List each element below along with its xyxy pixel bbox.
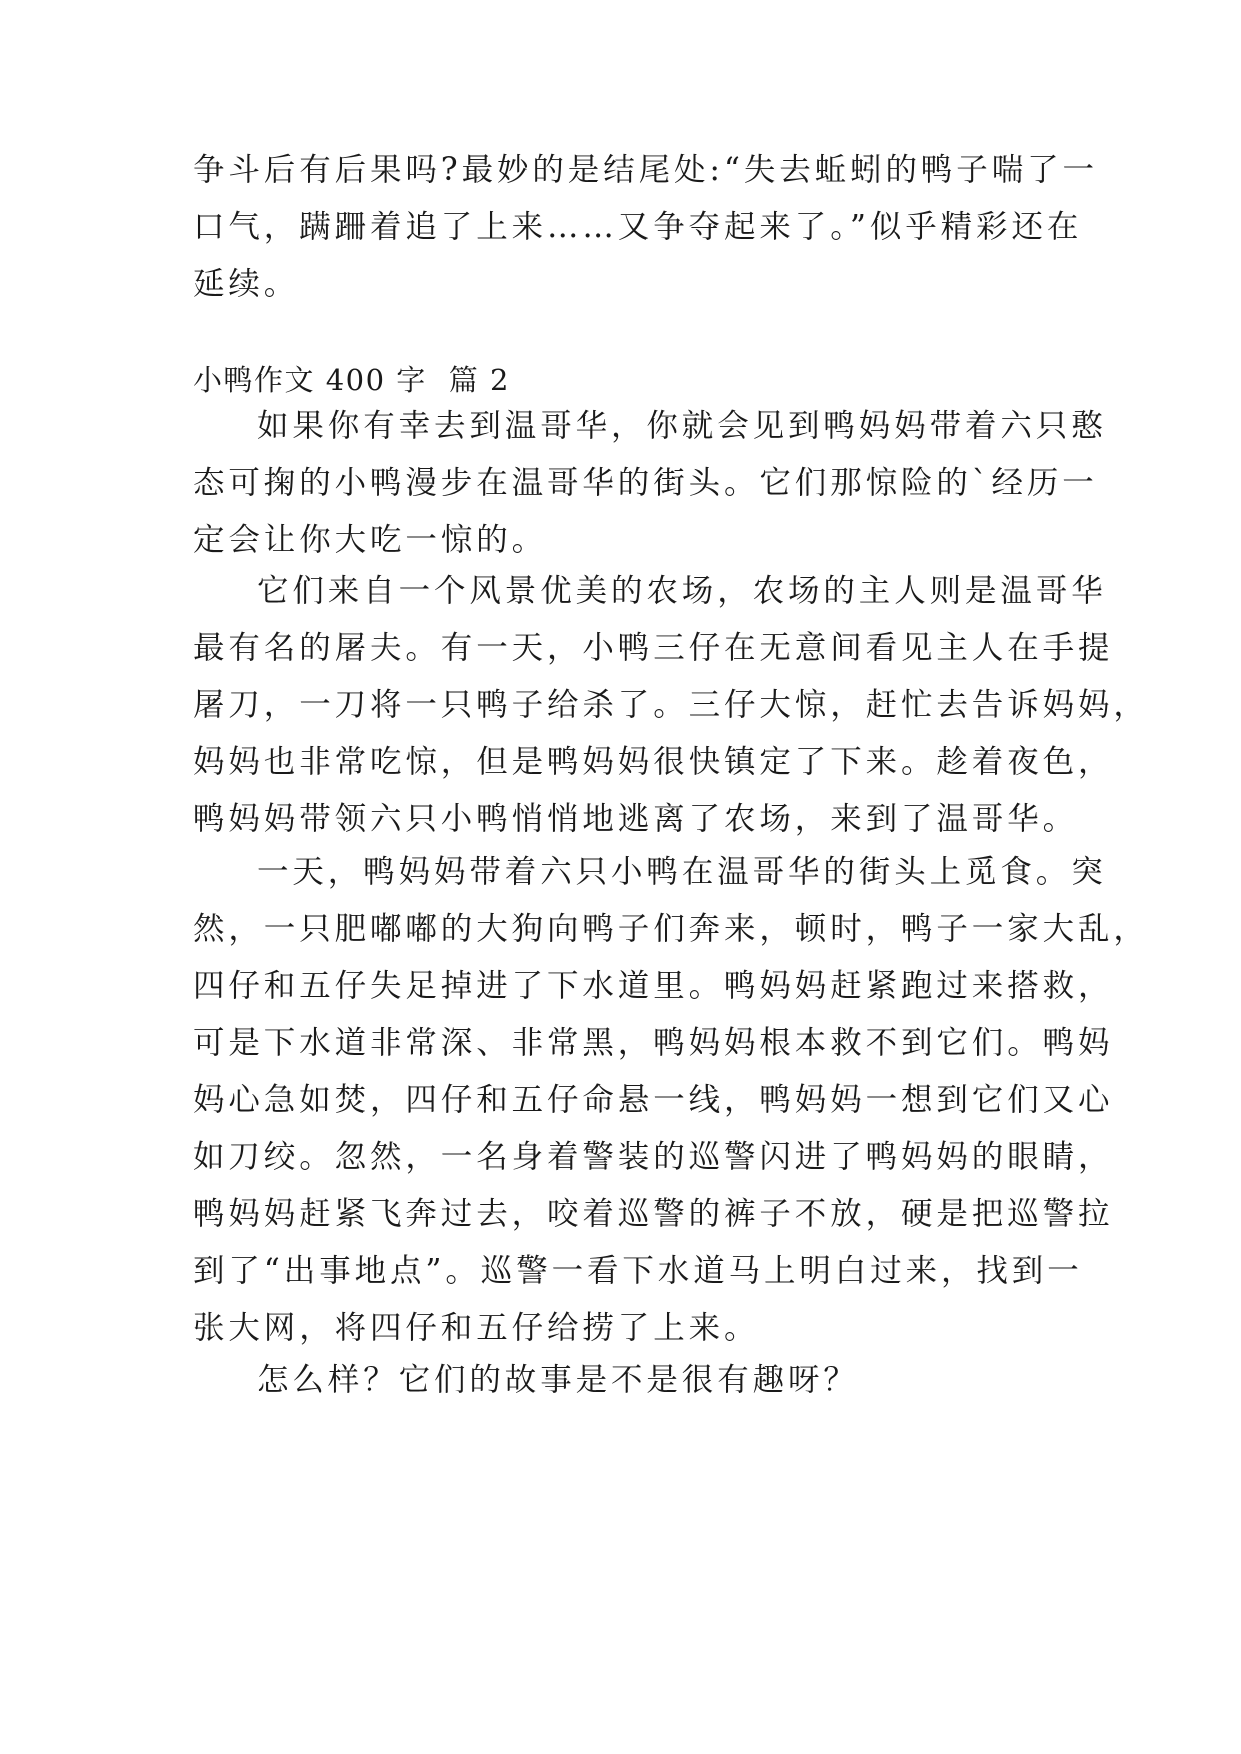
text-line: 最有名的屠夫。有一天，小鸭三仔在无意间看见主人在手提: [193, 630, 1114, 666]
heading-line: [193, 360, 510, 400]
text-line: 然，一只肥嘟嘟的大狗向鸭子们奔来，顿时，鸭子一家大乱，: [193, 911, 1149, 947]
text-line: 四仔和五仔失足掉进了下水道里。鸭妈妈赶紧跑过来搭救，: [193, 968, 1114, 1004]
text-line: 一天，鸭妈妈带着六只小鸭在温哥华的街头上觅食。突: [257, 854, 1107, 890]
text-line: 妈妈也非常吃惊，但是鸭妈妈很快镇定了下来。趁着夜色，: [193, 744, 1114, 780]
text-line: 到了“出事地点”。巡警一看下水道马上明白过来，找到一: [193, 1253, 1083, 1289]
text-line: 延续。: [193, 266, 300, 302]
text-line: 可是下水道非常深、非常黑，鸭妈妈根本救不到它们。鸭妈: [193, 1025, 1114, 1061]
text-line: 态可掬的小鸭漫步在温哥华的街头。它们那惊险的`经历一: [193, 465, 1098, 501]
text-line: 它们来自一个风景优美的农场，农场的主人则是温哥华: [257, 573, 1107, 609]
text-line: 定会让你大吃一惊的。: [193, 522, 548, 558]
text-line: 屠刀，一刀将一只鸭子给杀了。三仔大惊，赶忙去告诉妈妈，: [193, 687, 1149, 723]
text-line: 口气，蹒跚着追了上来……又争夺起来了。”似乎精彩还在: [193, 209, 1083, 245]
text-line: 鸭妈妈赶紧飞奔过去，咬着巡警的裤子不放，硬是把巡警拉: [193, 1196, 1114, 1232]
heading-title: 小鸭作文 400 字: [193, 363, 427, 397]
text-line: 争斗后有后果吗?最妙的是结尾处:“失去蚯蚓的鸭子喘了一: [193, 152, 1098, 188]
text-line: 妈心急如焚，四仔和五仔命悬一线，鸭妈妈一想到它们又心: [193, 1082, 1114, 1118]
text-line: 鸭妈妈带领六只小鸭悄悄地逃离了农场，来到了温哥华。: [193, 801, 1079, 837]
text-line: 怎么样？它们的故事是不是很有趣呀？: [257, 1362, 859, 1398]
heading-part: 篇 2: [448, 363, 510, 397]
text-line: 如果你有幸去到温哥华，你就会见到鸭妈妈带着六只憨: [257, 408, 1107, 444]
text-line: 如刀绞。忽然，一名身着警装的巡警闪进了鸭妈妈的眼睛，: [193, 1139, 1114, 1175]
text-line: 张大网，将四仔和五仔给捞了上来。: [193, 1310, 760, 1346]
